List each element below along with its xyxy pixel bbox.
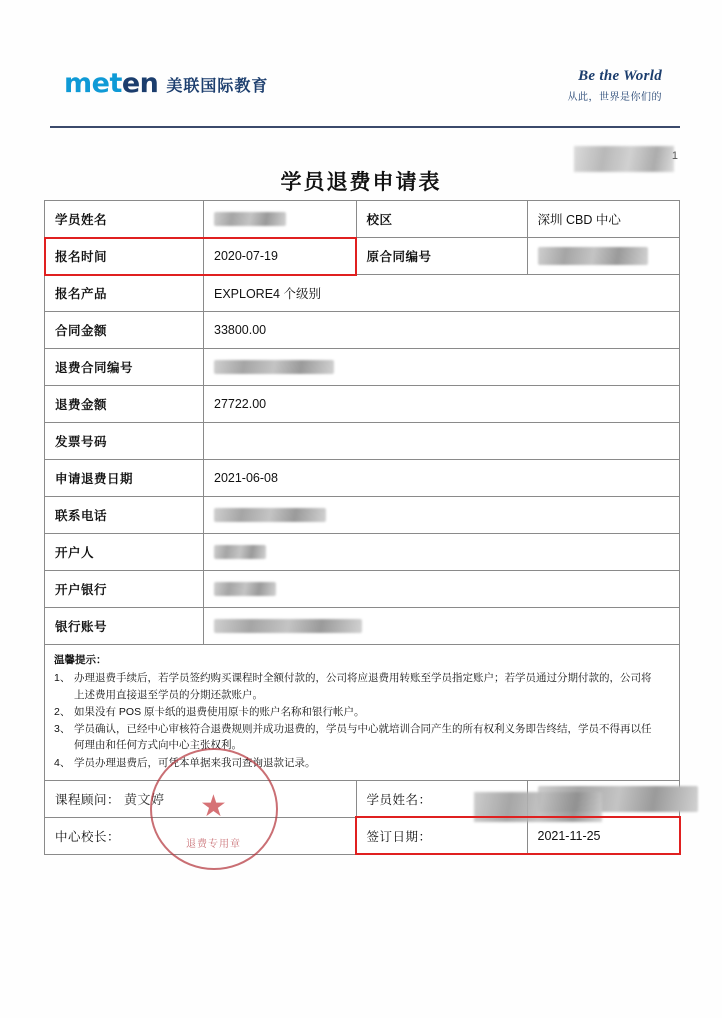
slogan-english: Be the World [578, 68, 662, 84]
page-number: 1 [671, 150, 678, 162]
value-bank [204, 571, 680, 608]
brand-logo [64, 70, 268, 97]
note-subtext: 何理由和任何方式向中心主张权利。 [74, 739, 242, 752]
value-phone [204, 497, 680, 534]
table-row [45, 608, 680, 645]
slogan-chinese: 从此，世界是你们的 [567, 92, 662, 103]
label-original-contract: 原合同编号 [356, 238, 527, 275]
list-item [54, 755, 670, 771]
table-row [45, 497, 680, 534]
label-campus: 校区 [356, 201, 527, 238]
redacted-block [214, 619, 362, 633]
label-sign-date: 签订日期： [356, 817, 527, 854]
list-item [54, 670, 670, 686]
value-bank-account [204, 608, 680, 645]
value-sign-date: 2021-11-25 [527, 817, 680, 854]
value-campus: 深圳 CBD 中心 [527, 201, 680, 238]
value-account-holder [204, 534, 680, 571]
star-icon: ★ [200, 790, 227, 824]
value-contract-amount: 33800.00 [204, 312, 680, 349]
logo-chinese-name: 美联国际教育 [166, 78, 269, 95]
note-text: 学员确认，已经中心审核符合退费规则并成功退费的，学员与中心就培训合同产生的所有权利义务即告终结，学员不得再以任 [74, 723, 652, 736]
redacted-signature [474, 792, 602, 822]
table-row [45, 534, 680, 571]
note-number: 4、 [54, 756, 71, 769]
value-student-name [204, 201, 357, 238]
label-refund-contract: 退费合同编号 [45, 349, 204, 386]
table-row [45, 349, 680, 386]
note-text: 办理退费手续后，若学员签约购买课程时全额付款的，公司将应退费用转账至学员指定账户；若学员通过分期付款的，公司将 [74, 672, 652, 685]
note-number: 1、 [54, 672, 71, 685]
table-row [45, 386, 680, 423]
notes-title: 温馨提示： [54, 654, 107, 666]
note-subtext: 上述费用直接退至学员的分期还款账户。 [74, 688, 263, 701]
table-row [45, 423, 680, 460]
label-counselor: 课程顾问： 黄文婷 [45, 780, 357, 817]
value-counselor: 黄文婷 [124, 792, 165, 808]
label-invoice: 发票号码 [45, 423, 204, 460]
table-row [45, 312, 680, 349]
table-row [45, 571, 680, 608]
table-row [45, 275, 680, 312]
redacted-block [214, 508, 326, 522]
redacted-block [214, 545, 266, 559]
note-number: 3、 [54, 723, 71, 736]
label-account-holder: 开户人 [45, 534, 204, 571]
label-product: 报名产品 [45, 275, 204, 312]
stamp-text: 退费专用章 [186, 839, 241, 851]
label-contract-amount: 合同金额 [45, 312, 204, 349]
table-row [45, 460, 680, 497]
value-refund-contract [204, 349, 680, 386]
notes-row [45, 645, 680, 781]
value-apply-date: 2021-06-08 [204, 460, 680, 497]
header-divider [50, 126, 680, 128]
redacted-block [214, 582, 276, 596]
value-invoice [204, 423, 680, 460]
redacted-block [538, 247, 648, 265]
redacted-block [214, 212, 286, 226]
table-row [45, 238, 680, 275]
value-refund-amount: 27722.00 [204, 386, 680, 423]
refund-form-table [44, 200, 680, 855]
note-number: 2、 [54, 705, 71, 718]
document-header [50, 62, 680, 120]
label-bank: 开户银行 [45, 571, 204, 608]
list-item [54, 704, 670, 720]
value-product: EXPLORE4 个级别 [204, 275, 680, 312]
label-apply-date: 申请退费日期 [45, 460, 204, 497]
list-item [54, 721, 670, 737]
note-text: 学员办理退费后，可凭本单据来我司查询退款记录。 [74, 756, 316, 769]
notes-list [54, 670, 670, 771]
label-student-name: 学员姓名 [45, 201, 204, 238]
value-original-contract [527, 238, 680, 275]
redacted-block [214, 360, 334, 374]
page-title: 学员退费申请表 [280, 171, 442, 194]
table-row [45, 201, 680, 238]
label-sign-student-name: 学员姓名： [356, 780, 527, 817]
value-signup-date: 2020-07-19 [204, 238, 357, 275]
notes-block [45, 645, 679, 780]
label-principal: 中心校长： [45, 817, 357, 854]
logo-wordmark: meten [64, 68, 159, 99]
label-bank-account: 银行账号 [45, 608, 204, 645]
notes-cell [45, 645, 680, 781]
label-refund-amount: 退费金额 [45, 386, 204, 423]
label-signup-date: 报名时间 [45, 238, 204, 275]
table-row [45, 817, 680, 854]
note-text: 如果没有 POS 原卡纸的退费使用原卡的账户名称和银行帐户。 [74, 705, 365, 718]
label-phone: 联系电话 [45, 497, 204, 534]
brand-slogan [568, 68, 663, 103]
